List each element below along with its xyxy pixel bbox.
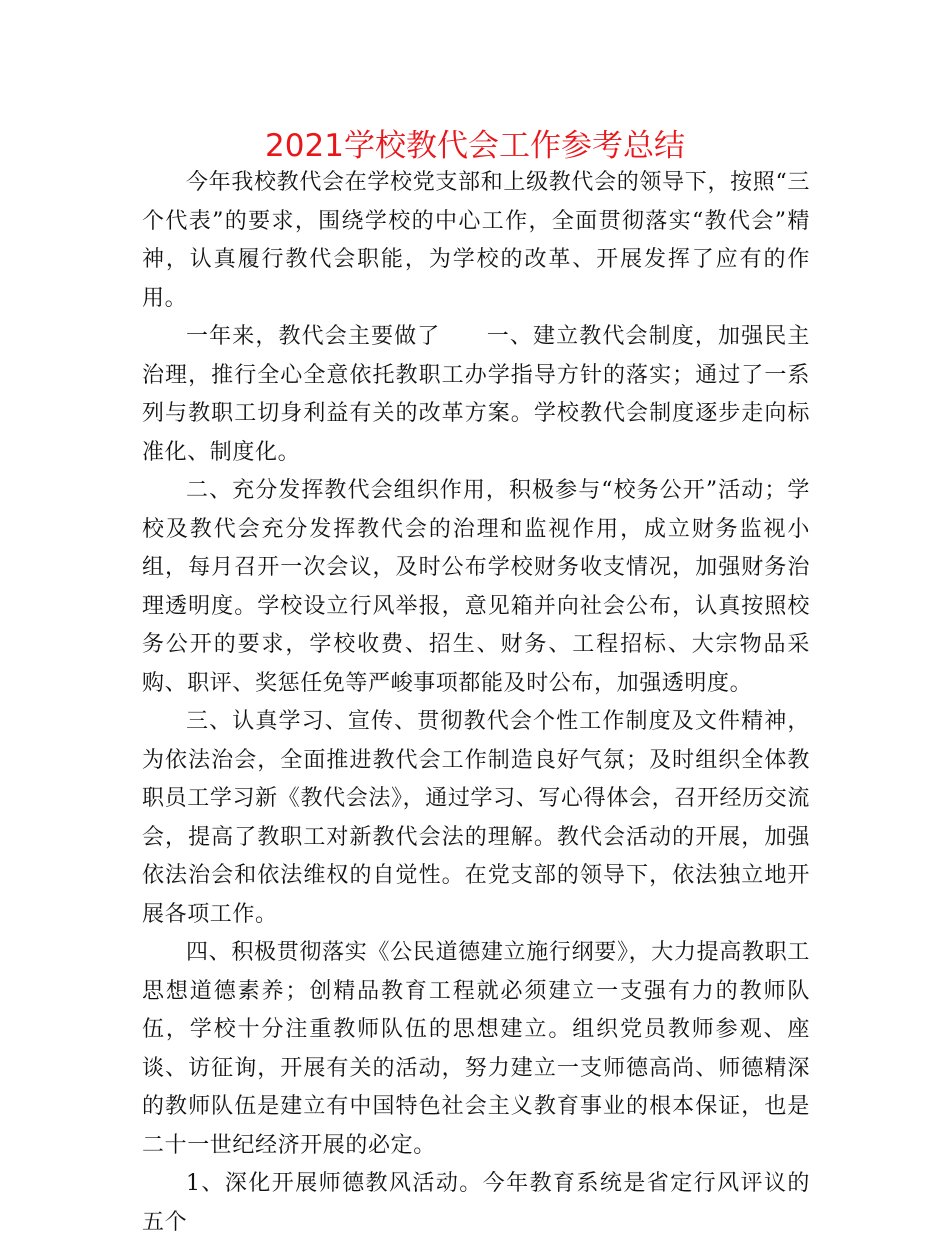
- paragraph-item-1: 1、深化开展师德教风活动。今年教育系统是省定行风评议的五个: [142, 1171, 810, 1235]
- paragraph-section-4: 四、积极贯彻落实《公民道德建立施行纲要》，大力提高教职工思想道德素养；创精品教育工程就必须建立一支强有力的教师队伍，学校十分注重教师队伍的思想建立。组织党员教师参观、座谈、访征询，开展有关的活动，努力建立一支师德高尚、师德精深的教师队伍是建立有中国特色社会主义教育事业的根本保证，也是二十一世纪经济开展的必定。: [142, 940, 810, 1158]
- document-body: [142, 164, 810, 1242]
- document-title: 2021学校教代会工作参考总结: [265, 128, 685, 164]
- paragraph-section-1: 一年来，教代会主要做了 一、建立教代会制度，加强民主治理，推行全心全意依托教职工办学指导方针的落实；通过了一系列与教职工切身利益有关的改革方案。学校教代会制度逐步走向标准化、制度化。: [142, 324, 810, 465]
- paragraph-section-3: 三、认真学习、宣传、贯彻教代会个性工作制度及文件精神，为依法治会，全面推进教代会工作制造良好气氛；及时组织全体教职员工学习新《教代会法》，通过学习、写心得体会，召开经历交流会，提高了教职工对新教代会法的理解。教代会活动的开展，加强依法治会和依法维权的自觉性。在党支部的领导下，依法独立地开展各项工作。: [142, 709, 810, 927]
- paragraph-intro: 今年我校教代会在学校党支部和上级教代会的领导下，按照“三个代表”的要求，围绕学校的中心工作，全面贯彻落实“教代会”精神，认真履行教代会职能，为学校的改革、开展发挥了应有的作用。: [142, 170, 810, 311]
- paragraph-section-2: 二、充分发挥教代会组织作用，积极参与“校务公开”活动；学校及教代会充分发挥教代会的治理和监视作用，成立财务监视小组，每月召开一次会议，及时公布学校财务收支情况，加强财务治理透明度。学校设立行风举报，意见箱并向社会公布，认真按照校务公开的要求，学校收费、招生、财务、工程招标、大宗物品采购、职评、奖惩任免等严峻事项都能及时公布，加强透明度。: [142, 478, 810, 696]
